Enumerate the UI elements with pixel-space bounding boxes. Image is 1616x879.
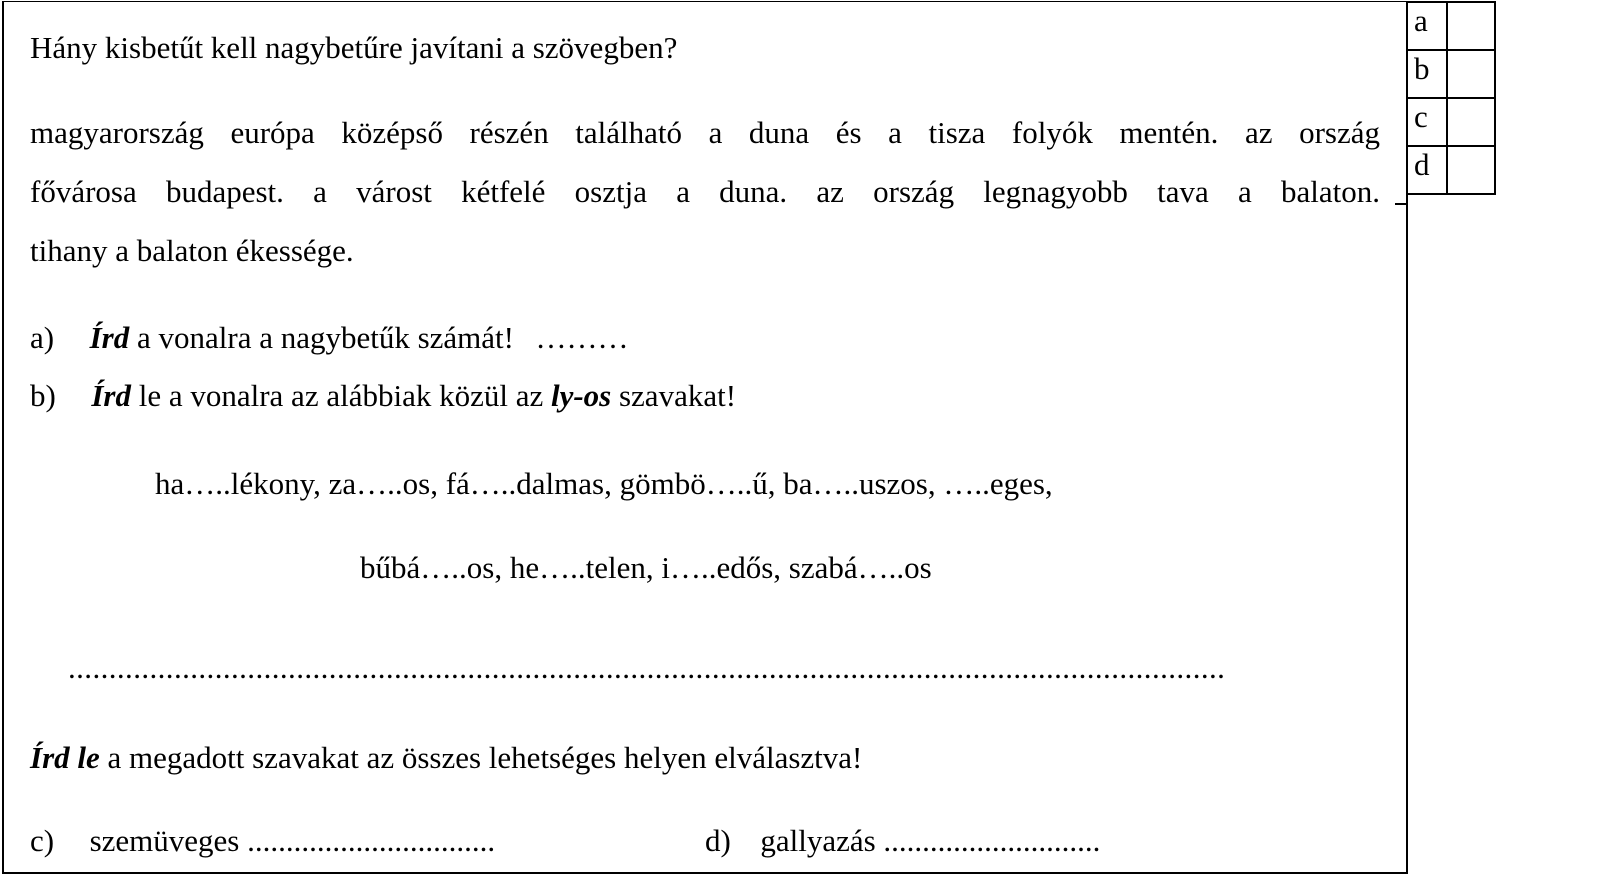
score-row-d <box>1407 146 1495 194</box>
score-label-c: c <box>1407 98 1447 146</box>
task-b-label: b) <box>30 378 56 413</box>
task-c-blank[interactable]: ................................ <box>247 823 496 858</box>
instruction <box>30 740 862 776</box>
task-b-verb: Írd <box>91 378 131 413</box>
instruction-verb: Írd le <box>30 740 100 775</box>
task-a-verb: Írd <box>89 320 130 355</box>
score-cell-c[interactable] <box>1447 98 1495 146</box>
answer-line[interactable]: .............................................................................................................................................. <box>68 650 1226 685</box>
task-c-word: szemüveges <box>89 823 240 858</box>
task-a <box>30 320 628 356</box>
score-cell-a[interactable] <box>1447 2 1495 50</box>
instruction-text: a megadott szavakat az összes lehetséges helyen elválasztva! <box>107 740 863 775</box>
task-a-label: a) <box>30 320 55 355</box>
score-row-c <box>1407 98 1495 146</box>
score-label-a: a <box>1407 2 1447 50</box>
score-row-b <box>1407 50 1495 98</box>
task-b-text-before: le a vonalra az alábbiak közül az <box>138 378 544 413</box>
task-c-label: c) <box>30 823 55 858</box>
score-row-a <box>1407 2 1495 50</box>
task-d <box>705 823 1100 859</box>
score-label-d: d <box>1407 146 1447 194</box>
score-box <box>1406 1 1496 195</box>
task-b-emph: ly-os <box>550 378 612 413</box>
word-list-line-1: ha…..lékony, za…..os, fá…..dalmas, gömbö…..ű, ba…..uszos, …..eges, <box>155 466 1053 501</box>
task-a-blank[interactable]: ……… <box>535 320 629 355</box>
task-d-word: gallyazás <box>760 823 876 858</box>
task-a-text: a vonalra a nagybetűk számát! <box>136 320 514 355</box>
word-list-line-2: bűbá…..os, he…..telen, i…..edős, szabá…..os <box>360 550 932 585</box>
task-c <box>30 823 495 859</box>
task-d-label: d) <box>705 823 731 858</box>
score-label-b: b <box>1407 50 1447 98</box>
task-b-text-after: szavakat! <box>618 378 737 413</box>
score-cell-b[interactable] <box>1447 50 1495 98</box>
score-box-tick <box>1395 203 1407 205</box>
passage-line-1: magyarország európa középső részén található a duna és a tisza folyók mentén. az ország <box>30 115 1380 150</box>
task-d-blank[interactable]: ............................ <box>883 823 1101 858</box>
task-b <box>30 378 736 414</box>
question-text: Hány kisbetűt kell nagybetűre javítani a szövegben? <box>30 30 678 65</box>
score-cell-d[interactable] <box>1447 146 1495 194</box>
passage-line-3: tihany a balaton ékessége. <box>30 233 354 268</box>
passage-line-2: fővárosa budapest. a várost kétfelé osztja a duna. az ország legnagyobb tava a balaton. <box>30 174 1380 209</box>
